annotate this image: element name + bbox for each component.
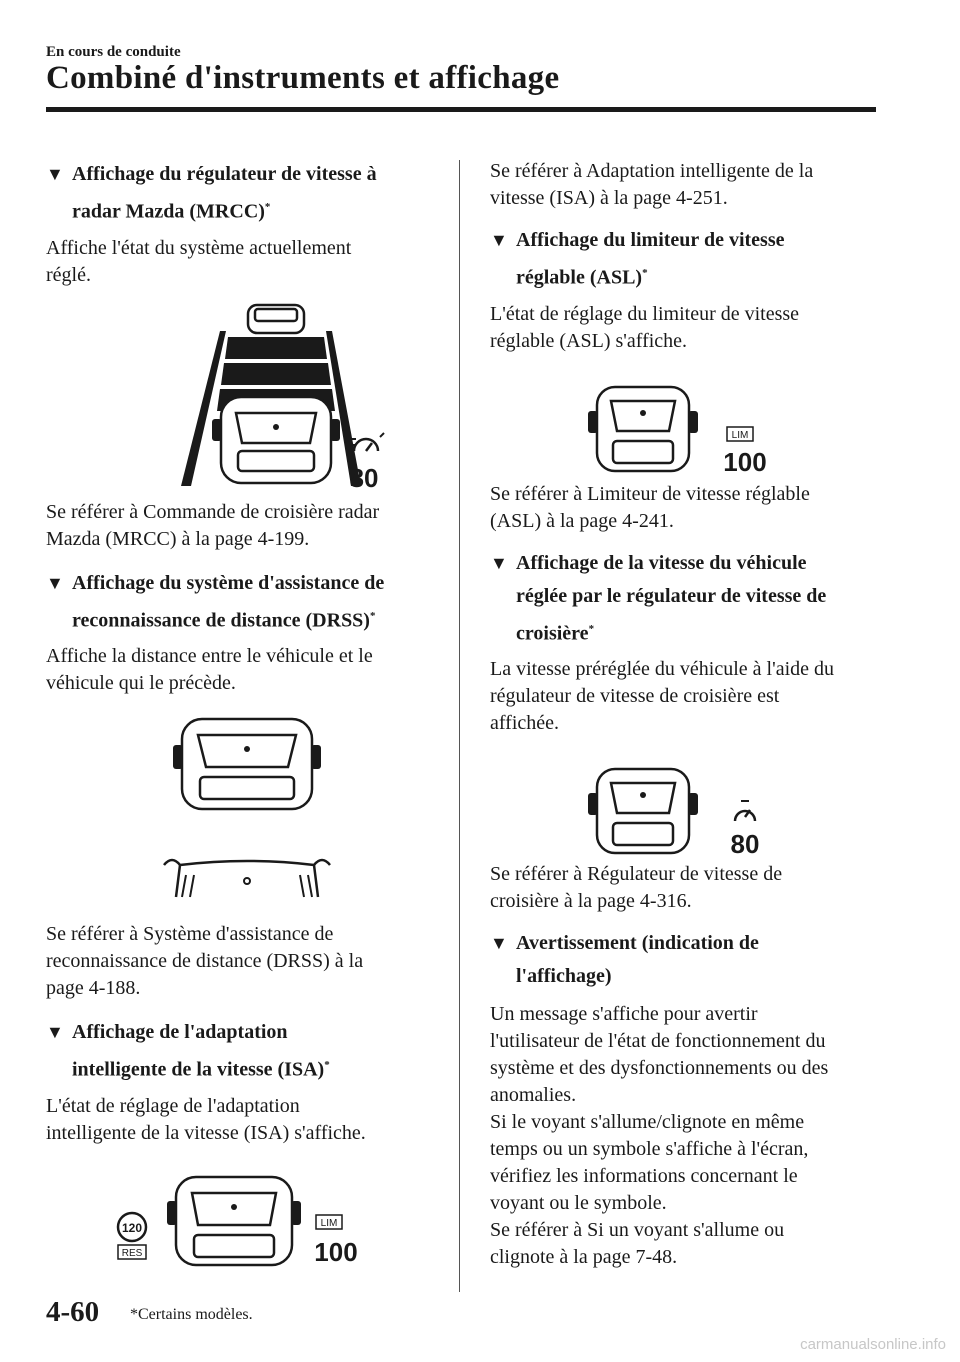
watermark: carmanualsonline.info [800, 1336, 946, 1353]
triangle-bullet-icon: ▼ [490, 933, 508, 954]
triangle-bullet-icon: ▼ [490, 552, 508, 573]
triangle-bullet-icon: ▼ [46, 1022, 64, 1043]
drss-figure [116, 715, 376, 915]
isa-lim-label: LIM [320, 1217, 338, 1229]
asl-heading: ▼ Affichage du limiteur de vitesse réglable (ASL)* [490, 224, 885, 295]
isa-res-label: RES [121, 1247, 143, 1259]
triangle-bullet-icon: ▼ [490, 230, 508, 250]
isa-figure [116, 1171, 376, 1271]
page-title: Combiné d'instruments et affichage [46, 60, 560, 96]
asl-description: L'état de réglage du limiteur de vitesse réglable (ASL) s'affiche. [490, 302, 800, 352]
cruise-display-icon [585, 767, 785, 857]
speedometer-icon [735, 801, 755, 821]
footnote: *Certains modèles. [130, 1306, 253, 1323]
column-divider [459, 160, 460, 1292]
isa-description: L'état de réglage de l'adaptation intelligente de la vitesse (ISA) s'affiche. [46, 1094, 366, 1144]
asl-lim-label: LIM [731, 429, 749, 441]
mrcc-speed-value: 80 [349, 462, 379, 491]
warning-heading: ▼ Avertissement (indication de l'affichage) [490, 927, 885, 993]
cruise-speed-value: 80 [730, 829, 760, 858]
isa-reference: Se référer à Adaptation intelligente de la vitesse (ISA) à la page 4-251. [490, 160, 814, 209]
chapter-label: En cours de conduite [46, 44, 181, 60]
asl-speed-value: 100 [723, 446, 767, 475]
model-asterisk: * [324, 1059, 330, 1072]
isa-sign-value: 120 [121, 1220, 143, 1235]
isa-speed-value: 100 [314, 1236, 358, 1267]
triangle-bullet-icon: ▼ [46, 164, 64, 184]
mrcc-heading: ▼ Affichage du régulateur de vitesse à radar Mazda (MRCC)* [46, 158, 441, 229]
drss-description: Affiche la distance entre le véhicule et le véhicule qui le précède. [46, 645, 373, 695]
cruise-figure [585, 767, 785, 857]
cruise-reference: Se référer à Régulateur de vitesse de croisière à la page 4-316. [490, 863, 783, 913]
asl-display-icon [585, 385, 785, 475]
model-asterisk: * [264, 201, 271, 213]
asl-reference: Se référer à Limiteur de vitesse réglable (ASL) à la page 4-241. [490, 482, 810, 532]
mrcc-description: Affiche l'état du système actuellement réglé. [46, 236, 352, 286]
triangle-bullet-icon: ▼ [46, 572, 64, 593]
model-asterisk: * [642, 267, 648, 279]
left-column [46, 158, 441, 1271]
mrcc-figure [156, 301, 396, 491]
model-asterisk: * [588, 622, 595, 635]
isa-heading: ▼ Affichage de l'adaptation intelligente de la vitesse (ISA)* [46, 1016, 441, 1087]
drss-distance-cars-icon [116, 715, 376, 915]
warning-description: Un message s'affiche pour avertir l'utilisateur de l'état de fonctionnement du système et des dysfonctionnements ou des anomalies. Si le voyant s'allume/clignote en même temps ou un symbole s'affiche à l'écran, vérifiez les informations concernant le voyant ou le symbole. Se référer à Si un voyant s'allume ou clignote à la page 7-48. [490, 1003, 829, 1269]
asl-figure [585, 385, 785, 475]
mrcc-radar-car-icon [156, 301, 396, 491]
mrcc-reference: Se référer à Commande de croisière radar Mazda (MRCC) à la page 4-199. [46, 500, 380, 550]
drss-reference: Se référer à Système d'assistance de reconnaissance de distance (DRSS) à la page 4-188. [46, 923, 364, 1000]
model-asterisk: * [369, 609, 376, 622]
isa-display-icon [116, 1171, 376, 1271]
cruise-description: La vitesse préréglée du véhicule à l'aide du régulateur de vitesse de croisière est affichée. [490, 658, 835, 735]
cruise-heading: ▼ Affichage de la vitesse du véhicule réglée par le régulateur de vitesse de croisière* [490, 547, 885, 651]
page-number: 4-60 [46, 1296, 100, 1328]
drss-heading: ▼ Affichage du système d'assistance de reconnaissance de distance (DRSS)* [46, 567, 441, 638]
title-rule [46, 107, 876, 112]
right-column [490, 158, 885, 1271]
